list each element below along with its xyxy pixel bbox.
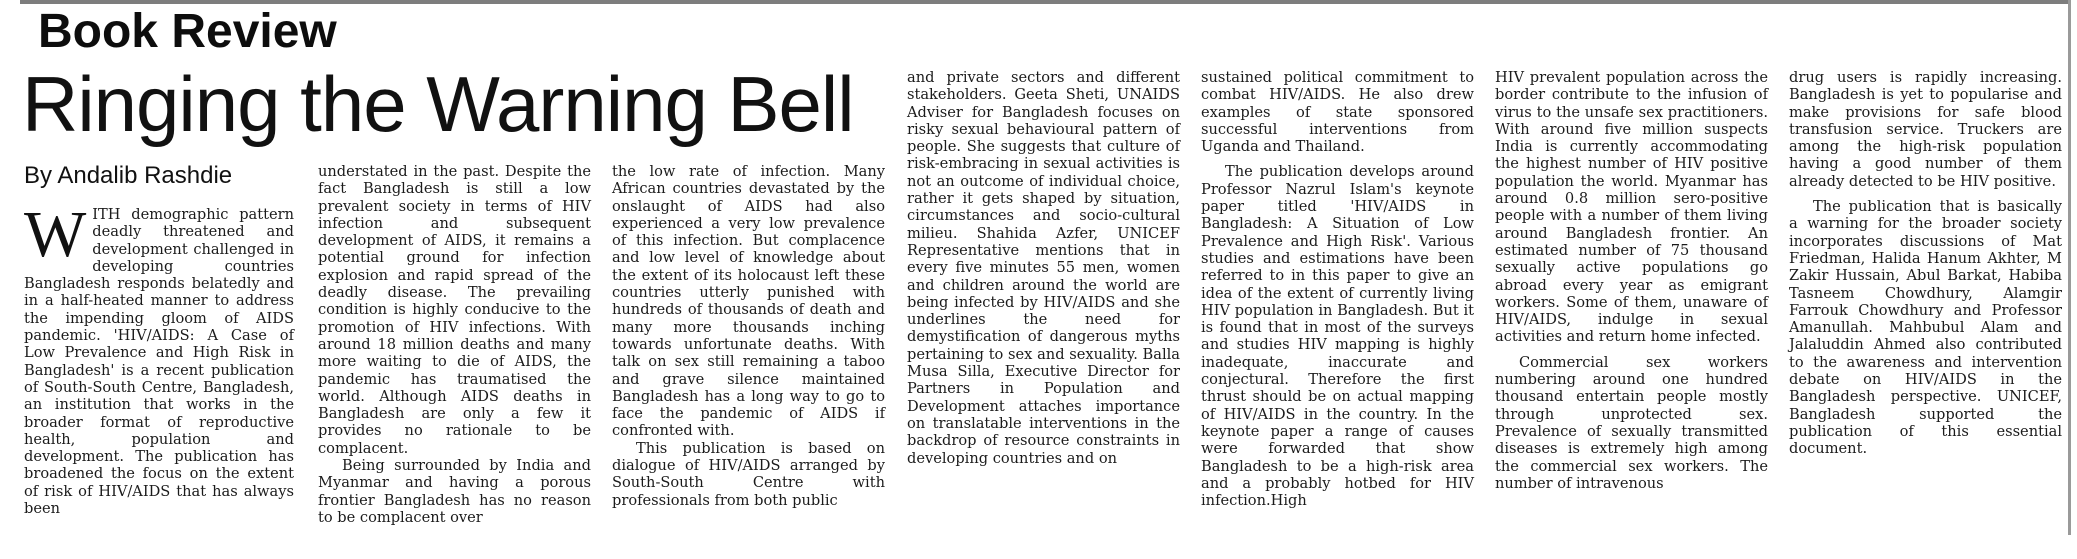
article-column-4	[907, 69, 1180, 467]
article-column-6	[1495, 69, 1768, 492]
paragraph: The publication that is basically a warning for the broader society incorporates discussions of Mat Friedman, Halida Hanum Akhter, M Zakir Hussain, Abul Barkat, Habiba Tasneem Chowdhury, Alamgir Farrouk Chowdhury and Professor Amanullah. Mahbubul Alam and Jalaluddin Ahmed also contributed to the awareness and intervention debate on HIV/AIDS in the Bangladesh perspective. UNICEF, Bangladesh supported the publication of this essential document.	[1789, 198, 2062, 458]
article-column-5	[1201, 69, 1474, 509]
byline: By Andalib Rashdie	[24, 162, 233, 189]
paragraph: the low rate of infection. Many African countries devastated by the onslaught of AIDS had also experienced a very low prevalence of this infection. But complacence and low level of knowledge about the extent of its holocaust left these countries utterly punished with hundreds of thousands of death and many more thousands inching towards unfortunate deaths. With talk on sex still remaining a taboo and grave silence maintained Bangladesh has a long way to go to face the pandemic of AIDS if confronted with.	[612, 163, 885, 440]
top-rule	[20, 0, 2070, 4]
paragraph: This publication is based on dialogue of HIV/AIDS arranged by South-South Centre with professionals from both public	[612, 439, 885, 509]
article-column-1	[24, 198, 294, 518]
paragraph: Being surrounded by India and Myanmar and having a porous frontier Bangladesh has no reason to be complacent over	[318, 457, 591, 526]
paragraph: HIV prevalent population across the border contribute to the infusion of virus to the unsafe sex practitioners. With around five million suspects India is currently accommodating the highest number of HIV positive population the world. Myanmar has around 0.8 million sero-positive people with a number of them living around Bangladesh frontier. An estimated number of 75 thousand sexually active populations go abroad every year as emigrant workers. Some of them, unaware of HIV/AIDS, indulge in sexual activities and return home infected.	[1495, 69, 1768, 346]
article-column-3	[612, 163, 885, 509]
paragraph: The publication develops around Professor Nazrul Islam's keynote paper titled 'HIV/AIDS in Bangladesh: A Situation of Low Prevalence and High Risk'. Various studies and estimations have been referred to in this paper to give an idea of the extent of currently living HIV population in Bangladesh. But it is found that in most of the surveys and studies HIV mapping is highly inadequate, inaccurate and conjectural. Therefore the first thrust should be on actual mapping of HIV/AIDS in the country. In the keynote paper a range of causes were forwarded that show Bangladesh to be a high-risk area and a probably hotbed for HIV infection.High	[1201, 163, 1474, 510]
paragraph	[24, 198, 294, 518]
paragraph-text: ITH demographic pattern deadly threatened and development challenged in developing countries Bangladesh responds belatedly and in a half-heated manner to address the impending gloom of AIDS pandemic. 'HIV/AIDS: A Case of Low Prevalence and High Risk in Bangladesh' is a recent publication of South-South Centre, Bangladesh, an institution that works in the broader format of reproductive health, population and development. The publication has broadened the focus on the extent of risk of HIV/AIDS that has always been	[24, 206, 294, 518]
paragraph: and private sectors and different stakeholders. Geeta Sheti, UNAIDS Adviser for Bangladesh focuses on risky sexual behavioural pattern of people. She suggests that culture of risk-embracing in sexual activities is not an outcome of individual choice, rather it gets shaped by situation, circumstances and socio-cultural milieu. Shahida Azfer, UNICEF Representative mentions that in every five minutes 55 men, women and children around the world are being infected by HIV/AIDS and she underlines the need for demystification of dangerous myths pertaining to sex and sexuality. Balla Musa Silla, Executive Director for Partners in Population and Development attaches importance on translatable interventions in the backdrop of resource constraints in developing countries and on	[907, 69, 1180, 467]
page-edge-rule	[2068, 0, 2071, 535]
article-column-7	[1789, 69, 2062, 458]
article-column-2	[318, 163, 591, 526]
article-headline: Ringing the Warning Bell	[22, 60, 854, 148]
paragraph: drug users is rapidly increasing. Bangladesh is yet to popularise and make provisions for safe blood transfusion service. Truckers are among the high-risk population having a good number of them already detected to be HIV positive.	[1789, 69, 2062, 190]
paragraph: Commercial sex workers numbering around one hundred thousand entertain people mostly through unprotected sex. Prevalence of sexually transmitted diseases is extremely high among the commercial sex workers. The number of intravenous	[1495, 353, 1768, 492]
drop-cap: W	[24, 198, 87, 271]
paragraph: understated in the past. Despite the fact Bangladesh is still a low prevalent society in terms of HIV infection and subsequent development of AIDS, it remains a potential ground for infection explosion and rapid spread of the deadly disease. The prevailing condition is highly conducive to the promotion of HIV infections. With around 18 million deaths and many more waiting to die of AIDS, the pandemic has traumatised the world. Although AIDS deaths in Bangladesh are only a few it provides no rationale to be complacent.	[318, 163, 591, 457]
paragraph: sustained political commitment to combat HIV/AIDS. He also drew examples of state sponsored successful interventions from Uganda and Thailand.	[1201, 69, 1474, 156]
section-label: Book Review	[38, 5, 337, 58]
